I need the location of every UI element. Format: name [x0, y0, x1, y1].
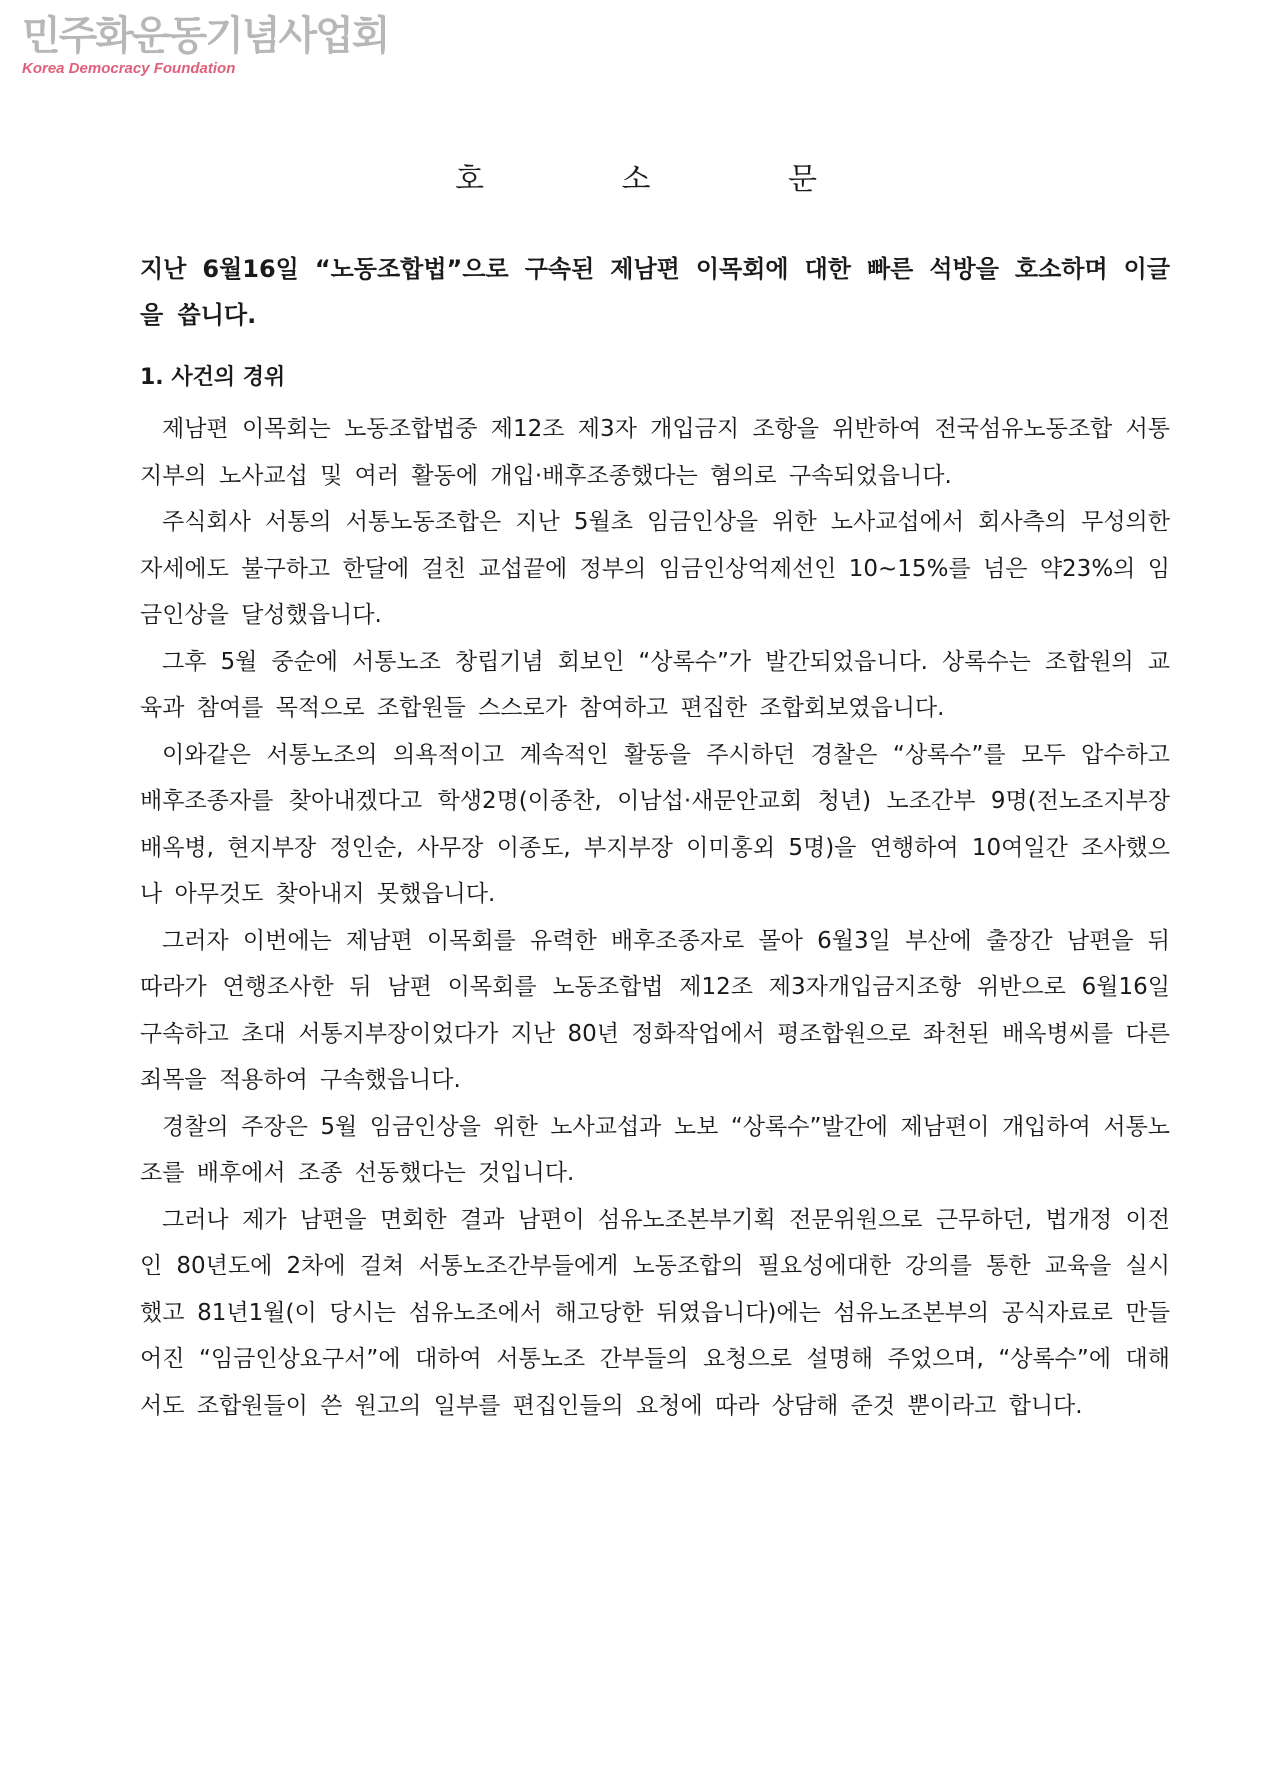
body-paragraph: 제남편 이목회는 노동조합법중 제12조 제3자 개입금지 조항을 위반하여 전국섬유노동조합 서통지부의 노사교섭 및 여러 활동에 개입·배후조종했다는 혐의로 구속되었읍니다. [140, 416, 1170, 489]
document-body [140, 406, 1170, 1429]
title-char: 호 [454, 162, 488, 197]
body-paragraph: 이와같은 서통노조의 의욕적이고 계속적인 활동을 주시하던 경찰은 “상록수”를 모두 압수하고 배후조종자를 찾아내겠다고 학생2명(이종찬, 이남섭·새문안교회 청년) 노조간부 9명(전노조지부장 배옥병, 현지부장 정인순, 사무장 이종도, 부지부장 이미홍외 5명)을 연행하여 10여일간 조사했으나 아무것도 찾아내지 못했읍니다. [140, 741, 1170, 907]
body-paragraph: 경찰의 주장은 5월 임금인상을 위한 노사교섭과 노보 “상록수”발간에 제남편이 개입하여 서통노조를 배후에서 조종 선동했다는 것입니다. [140, 1113, 1170, 1186]
foundation-watermark [22, 14, 388, 78]
title-char: 문 [788, 162, 822, 197]
body-paragraph: 그러자 이번에는 제남편 이목회를 유력한 배후조종자로 몰아 6월3일 부산에 출장간 남편을 뒤따라가 연행조사한 뒤 남편 이목회를 노동조합법 제12조 제3자개입금지조항 위반으로 6월16일 구속하고 초대 서통지부장이었다가 지난 80년 정화작업에서 평조합원으로 좌천된 배옥병씨를 다른 죄목을 적용하여 구속했읍니다. [140, 927, 1170, 1093]
body-paragraph: 주식회사 서통의 서통노동조합은 지난 5월초 임금인상을 위한 노사교섭에서 회사측의 무성의한 자세에도 불구하고 한달에 걸친 교섭끝에 정부의 임금인상억제선인 10~15%를 넘은 약23%의 임금인상을 달성했읍니다. [140, 509, 1170, 628]
document-title [0, 154, 1276, 198]
body-paragraph: 그러나 제가 남편을 면회한 결과 남편이 섬유노조본부기획 전문위원으로 근무하던, 법개정 이전인 80년도에 2차에 걸쳐 서통노조간부들에게 노동조합의 필요성에대한 강의를 통한 교육을 실시했고 81년1월(이 당시는 섬유노조에서 해고당한 뒤였읍니다)에는 섬유노조본부의 공식자료로 만들어진 “임금인상요구서”에 대하여 서통노조 간부들의 요청으로 설명해 주었으며, “상록수”에 대해서도 조합원들이 쓴 원고의 일부를 편집인들의 요청에 따라 상담해 준것 뿐이라고 합니다. [140, 1206, 1170, 1419]
body-paragraph: 그후 5월 중순에 서통노조 창립기념 회보인 “상록수”가 발간되었읍니다. 상록수는 조합원의 교육과 참여를 목적으로 조합원들 스스로가 참여하고 편집한 조합회보였읍니다. [140, 648, 1170, 721]
watermark-english: Korea Democracy Foundation [22, 60, 236, 77]
lead-statement: 지난 6월16일 “노동조합법”으로 구속된 제남편 이목회에 대한 빠른 석방을 호소하며 이글을 씁니다. [140, 255, 1170, 329]
watermark-korean: 민주화운동기념사업회 [22, 13, 389, 59]
section-heading: 1. 사건의 경위 [140, 365, 286, 390]
title-char: 소 [621, 162, 655, 197]
